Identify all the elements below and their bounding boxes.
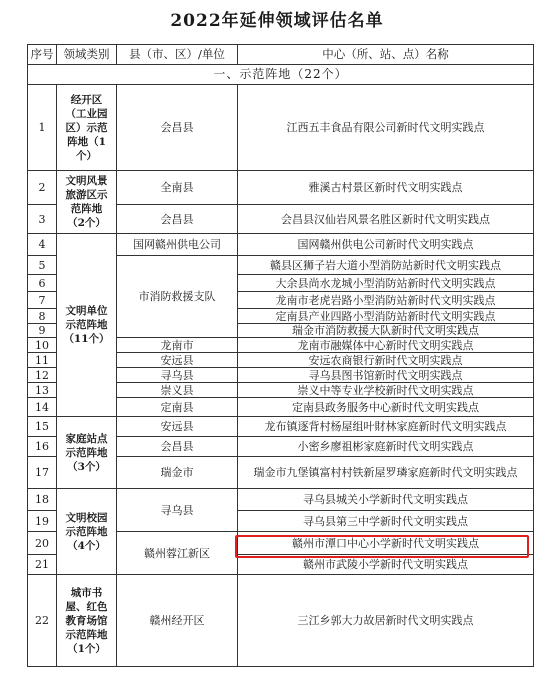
row-no: 10 bbox=[28, 338, 57, 353]
category-cell: 家庭站点示范阵地（3个） bbox=[57, 417, 117, 489]
county-cell: 安远县 bbox=[117, 353, 238, 368]
county-cell: 市消防救援支队 bbox=[117, 256, 238, 338]
section-title: 一、示范阵地（22个） bbox=[28, 65, 534, 85]
center-cell: 寻乌县第三中学新时代文明实践点 bbox=[238, 511, 534, 532]
center-cell: 龙南市融媒体中心新时代文明实践点 bbox=[238, 338, 534, 353]
center-cell: 赣州市武陵小学新时代文明实践点 bbox=[238, 555, 534, 575]
county-cell: 会昌县 bbox=[117, 205, 238, 234]
table-row bbox=[28, 417, 534, 437]
county-cell: 寻乌县 bbox=[117, 489, 238, 532]
document-title: 2022年延伸领域评估名单 bbox=[170, 11, 384, 31]
category-cell: 城市书屋、红色教育场馆示范阵地（1个） bbox=[57, 575, 117, 667]
center-cell: 江西五丰食品有限公司新时代文明实践点 bbox=[238, 85, 534, 171]
county-cell: 国网赣州供电公司 bbox=[117, 234, 238, 256]
center-cell: 赣县区狮子岩大道小型消防站新时代文明实践点 bbox=[238, 256, 534, 275]
row-no: 8 bbox=[28, 309, 57, 324]
row-no: 16 bbox=[28, 437, 57, 457]
row-no: 9 bbox=[28, 324, 57, 338]
row-no: 18 bbox=[28, 489, 57, 511]
row-no: 17 bbox=[28, 457, 57, 489]
category-cell: 文明风景旅游区示范阵地（2个） bbox=[57, 171, 117, 234]
center-cell: 国网赣州供电公司新时代文明实践点 bbox=[238, 234, 534, 256]
header-no: 序号 bbox=[28, 45, 57, 65]
center-cell: 安远农商银行新时代文明实践点 bbox=[238, 353, 534, 368]
center-cell: 龙布镇逐背村杨屋组叶財林家庭新时代文明实践点 bbox=[238, 417, 534, 437]
table-row bbox=[28, 489, 534, 511]
row-no: 21 bbox=[28, 555, 57, 575]
county-cell: 崇义县 bbox=[117, 383, 238, 398]
row-no: 14 bbox=[28, 398, 57, 417]
row-no: 5 bbox=[28, 256, 57, 275]
center-cell: 雅溪古村景区新时代文明实践点 bbox=[238, 171, 534, 205]
table-row bbox=[28, 234, 534, 256]
center-cell: 瑞金市消防救援大队新时代文明实践点 bbox=[238, 324, 534, 338]
category-cell: 文明校园示范阵地（4个） bbox=[57, 489, 117, 575]
county-cell: 赣州经开区 bbox=[117, 575, 238, 667]
table-row bbox=[28, 171, 534, 205]
row-no: 2 bbox=[28, 171, 57, 205]
county-cell: 安远县 bbox=[117, 417, 238, 437]
header-category: 领域类别 bbox=[57, 45, 117, 65]
evaluation-table bbox=[27, 44, 534, 667]
row-no: 7 bbox=[28, 292, 57, 309]
row-no: 11 bbox=[28, 353, 57, 368]
center-cell: 小密乡廖祖彬家庭新时代文明实践点 bbox=[238, 437, 534, 457]
center-cell: 会昌县汉仙岩风景名胜区新时代文明实践点 bbox=[238, 205, 534, 234]
center-cell: 龙南市老虎岩路小型消防站新时代文明实践点 bbox=[238, 292, 534, 309]
center-cell: 瑞金市九堡镇富村村铁新屋罗璘家庭新时代文明实践点 bbox=[238, 457, 534, 489]
center-cell: 赣州市潭口中心小学新时代文明实践点 bbox=[238, 532, 534, 555]
table-row bbox=[28, 85, 534, 171]
county-cell: 全南县 bbox=[117, 171, 238, 205]
center-cell: 定南县产业四路小型消防站新时代文明实践点 bbox=[238, 309, 534, 324]
county-cell: 龙南市 bbox=[117, 338, 238, 353]
row-no: 15 bbox=[28, 417, 57, 437]
row-no: 3 bbox=[28, 205, 57, 234]
row-no: 1 bbox=[28, 85, 57, 171]
section-row bbox=[28, 65, 534, 85]
row-no: 12 bbox=[28, 368, 57, 383]
header-county: 县（市、区）/单位 bbox=[117, 45, 238, 65]
table-row bbox=[28, 575, 534, 667]
row-no: 22 bbox=[28, 575, 57, 667]
county-cell: 定南县 bbox=[117, 398, 238, 417]
county-cell: 瑞金市 bbox=[117, 457, 238, 489]
county-cell: 会昌县 bbox=[117, 437, 238, 457]
highlight-box bbox=[235, 535, 529, 558]
center-cell: 崇义中等专业学校新时代文明实践点 bbox=[238, 383, 534, 398]
county-cell: 赣州蓉江新区 bbox=[117, 532, 238, 575]
center-cell: 定南县政务服务中心新时代文明实践点 bbox=[238, 398, 534, 417]
row-no: 4 bbox=[28, 234, 57, 256]
row-no: 20 bbox=[28, 532, 57, 555]
center-cell: 大余县尚水龙城小型消防站新时代文明实践点 bbox=[238, 275, 534, 292]
county-cell: 会昌县 bbox=[117, 85, 238, 171]
header-row bbox=[28, 45, 534, 65]
county-cell: 寻乌县 bbox=[117, 368, 238, 383]
category-cell: 文明单位示范阵地（11个） bbox=[57, 234, 117, 417]
category-cell: 经开区（工业园区）示范阵地（1个） bbox=[57, 85, 117, 171]
row-no: 13 bbox=[28, 383, 57, 398]
center-cell: 寻乌县图书馆新时代文明实践点 bbox=[238, 368, 534, 383]
row-no: 6 bbox=[28, 275, 57, 292]
center-cell: 三江乡郭大力故居新时代文明实践点 bbox=[238, 575, 534, 667]
row-no: 19 bbox=[28, 511, 57, 532]
center-cell: 寻乌县城关小学新时代文明实践点 bbox=[238, 489, 534, 511]
header-center: 中心（所、站、点）名称 bbox=[238, 45, 534, 65]
